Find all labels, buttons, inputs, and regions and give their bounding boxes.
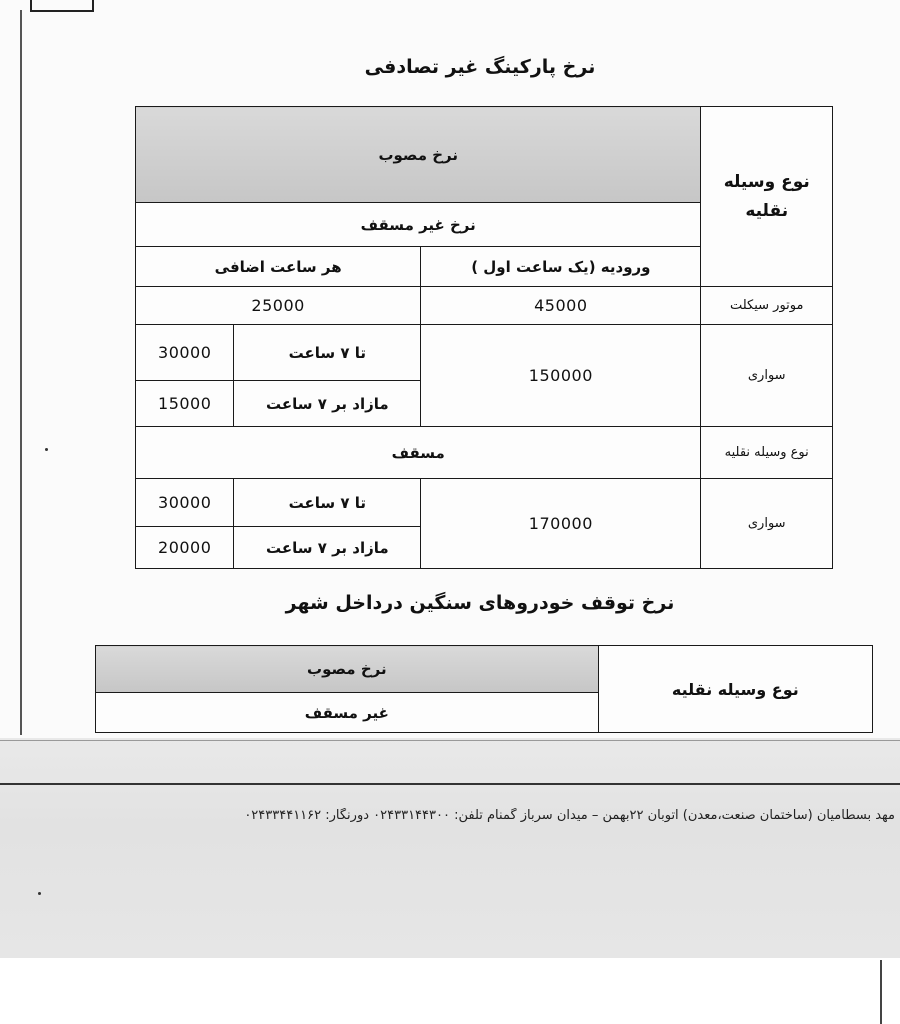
footer-top-line xyxy=(0,740,900,741)
car-uncovered-period-2: مازاد بر ۷ ساعت xyxy=(234,381,421,427)
heavy-vehicle-rates-table xyxy=(95,645,873,733)
extra-hour-header: هر ساعت اضافی xyxy=(136,247,421,287)
car-covered-price-1: 30000 xyxy=(136,479,234,527)
car-uncovered-price-2: 15000 xyxy=(136,381,234,427)
page-corner-mark xyxy=(30,0,94,12)
motorcycle-extra-price: 25000 xyxy=(136,287,421,325)
car-uncovered-price-1: 30000 xyxy=(136,325,234,381)
left-margin-line xyxy=(20,10,22,735)
approved-rate-header: نرخ مصوب xyxy=(136,107,701,203)
section2-title: نرخ توقف خودروهای سنگین درداخل شهر xyxy=(285,592,675,614)
bottom-margin xyxy=(0,958,900,1024)
car-covered-period-2: مازاد بر ۷ ساعت xyxy=(234,527,421,569)
car-covered-label: سواری xyxy=(701,479,833,569)
car-uncovered-period-1: تا ۷ ساعت xyxy=(234,325,421,381)
vehicle-type-label-2: نوع وسیله نقلیه xyxy=(701,427,833,479)
section1-title: نرخ پارکینگ غیر تصادفی xyxy=(364,56,596,78)
parking-rates-table xyxy=(135,106,833,569)
car-uncovered-entry-price: 150000 xyxy=(421,325,701,427)
footer-address: مهد بسطامیان (ساختمان صنعت،معدن) اتوبان ۲۲بهمن – میدان سرباز گمنام تلفن: ۰۲۴۳۳۱۴۴۳۰۰ دورنگار: ۰۲۴۳۳۴۴۱۱۶۲ xyxy=(244,808,895,823)
footer-rule xyxy=(0,783,900,785)
heavy-approved-rate-header: نرخ مصوب xyxy=(96,646,599,693)
heavy-uncovered-header: غیر مسقف xyxy=(96,693,599,733)
car-uncovered-label: سواری xyxy=(701,325,833,427)
uncovered-rate-header: نرخ غیر مسقف xyxy=(136,203,701,247)
footer-band xyxy=(0,738,900,958)
heavy-vehicle-type-header: نوع وسیله نقلیه xyxy=(598,646,872,733)
motorcycle-entry-price: 45000 xyxy=(421,287,701,325)
car-covered-period-1: تا ۷ ساعت xyxy=(234,479,421,527)
speck-mark xyxy=(38,892,41,895)
motorcycle-label: موتور سیکلت xyxy=(701,287,833,325)
car-covered-price-2: 20000 xyxy=(136,527,234,569)
speck-mark xyxy=(45,448,48,451)
car-covered-entry-price: 170000 xyxy=(421,479,701,569)
vehicle-type-header: نوع وسیله نقلیه xyxy=(701,107,833,287)
bottom-edge-line xyxy=(880,960,882,1024)
covered-header: مسقف xyxy=(136,427,701,479)
entry-first-hour-header: ورودیه (یک ساعت اول ) xyxy=(421,247,701,287)
